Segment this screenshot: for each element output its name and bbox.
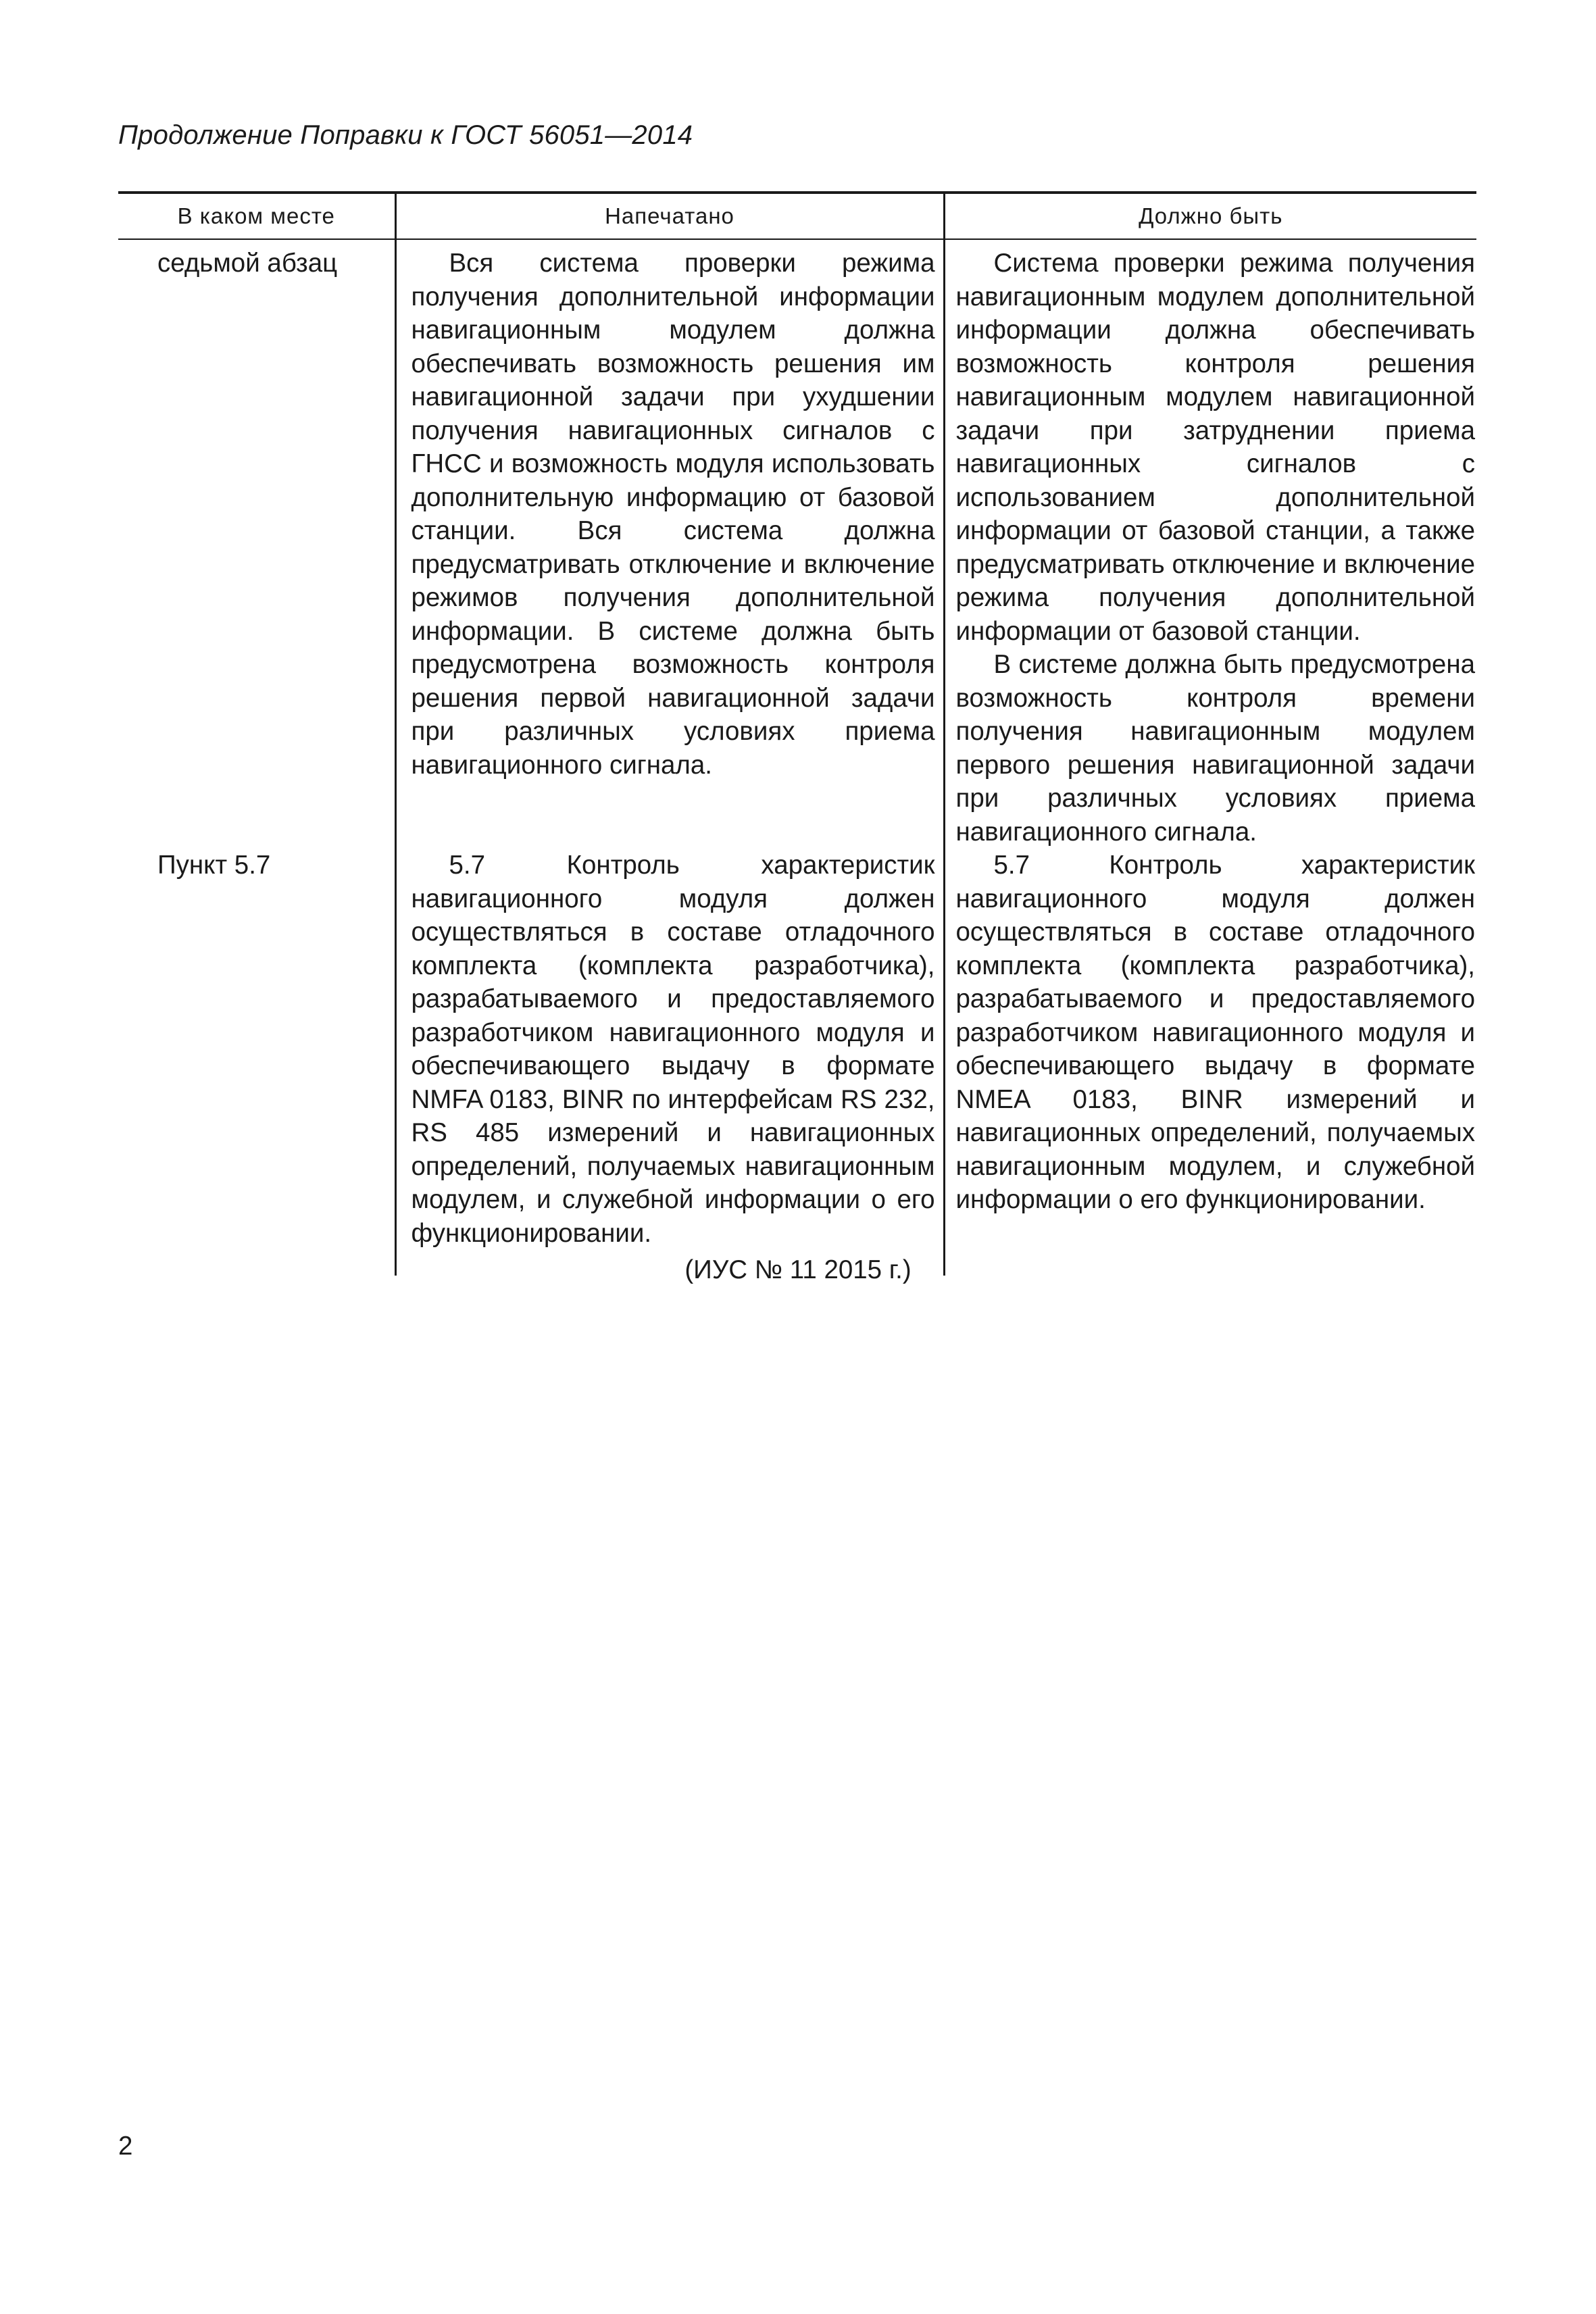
table-row: [118, 849, 1476, 1276]
column-header-correct: Должно быть: [944, 193, 1476, 239]
cell-place: Пункт 5.7: [157, 851, 271, 880]
column-header-place: В каком месте: [177, 203, 335, 228]
printed-paragraph: 5.7 Контроль характеристик навигационного модуля должен осуществляться в составе отладочного комплекта (комплекта разработчика), разрабатываемого и предоставляемого разработчиком навигационного модуля и обеспечивающего выдачу в формате NMFA 0183, BINR по интерфейсам RS 232, RS 485 измерений и навигационных определений, получаемых навигационным модулем, и служебной информации о его функционировании.: [411, 851, 935, 1248]
table-header-row: [118, 193, 1476, 239]
running-header: Продолжение Поправки к ГОСТ 56051—2014: [118, 120, 693, 150]
correct-paragraph: 5.7 Контроль характеристик навигационного модуля должен осуществляться в составе отладочного комплекта (комплекта разработчика), разрабатываемого и предоставляемого разработчиком навигационного модуля и обеспечивающего выдачу в формате NMEA 0183, BINR измерений и навигационных определений, получаемых навигационным модулем, и служебной информации о его функционировании.: [955, 851, 1475, 1214]
cell-correct: [944, 849, 1476, 1276]
column-header-printed: Напечатано: [395, 193, 944, 239]
correct-paragraph: В системе должна быть предусмотрена возможность контроля времени получения навигационным модулем первого решения навигационной задачи при различных условиях приема навигационного сигнала.: [955, 650, 1475, 847]
printed-paragraph: Вся система проверки режима получения дополнительной информации навигационным модулем должна обеспечивать возможность решения им навигационной задачи при ухудшении получения навигационных сигналов с ГНСС и возможность модуля использовать дополнительную информацию от базовой станции. Вся система должна предусматривать отключение и включение режимов получения дополнительной информации. В системе должна быть предусмотрена возможность контроля решения первой навигационной задачи при различных условиях приема навигационного сигнала.: [411, 249, 935, 780]
cell-correct: [944, 239, 1476, 849]
ius-reference-note: (ИУС № 11 2015 г.): [684, 1255, 912, 1284]
cell-printed: [395, 239, 944, 849]
cell-place: седьмой абзац: [157, 249, 338, 278]
page-number: 2: [118, 2132, 133, 2161]
cell-printed: [395, 849, 944, 1276]
amendment-table: [118, 191, 1476, 1276]
correct-paragraph: Система проверки режима получения навигационным модулем дополнительной информации должна обеспечивать возможность контроля решения навигационным модулем навигационной задачи при затруднении приема навигационных сигналов с использованием дополнительной информации от базовой станции, а также предусматривать отключение и включение режима получения дополнительной информации от базовой станции.: [955, 249, 1475, 646]
table-row: [118, 239, 1476, 849]
